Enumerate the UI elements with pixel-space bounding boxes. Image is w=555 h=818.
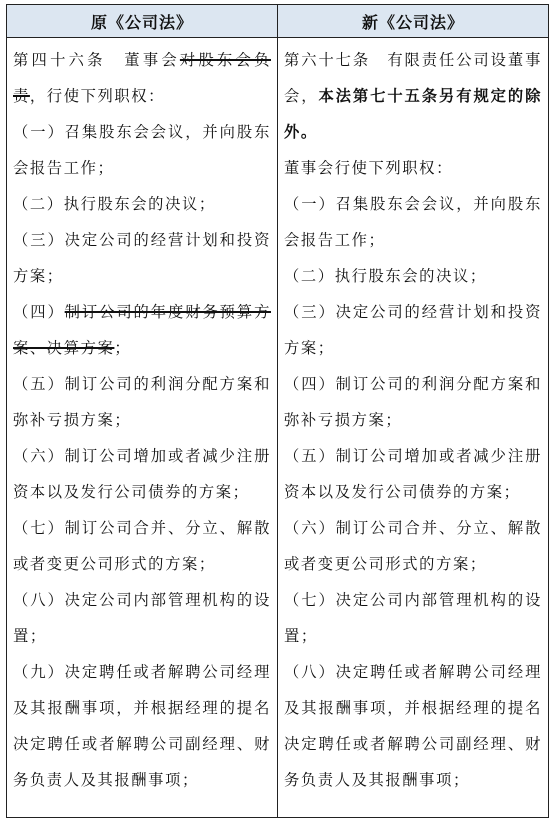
old-item-7: （七）制订公司合并、分立、解散或者变更公司形式的方案； <box>13 519 271 573</box>
table-header-row <box>7 5 548 38</box>
new-item-5: （五）制订公司增加或者减少注册资本以及发行公司债券的方案； <box>284 447 542 501</box>
old-article-46-deleted-text: 对股东会负责 <box>13 51 271 105</box>
comparison-table <box>6 4 549 818</box>
old-item-4 <box>13 294 271 366</box>
old-law-header: 原《公司法》 <box>7 5 278 37</box>
old-law-column <box>7 38 278 817</box>
old-article-46-prefix: 第四十六条 董事会 <box>13 51 180 69</box>
table-body-row <box>7 38 548 817</box>
old-item-9: （九）决定聘任或者解聘公司经理及其报酬事项，并根据经理的提名决定聘任或者解聘公司副经理、财务负责人及其报酬事项； <box>13 663 271 789</box>
new-item-1: （一）召集股东会会议，并向股东会报告工作； <box>284 195 542 249</box>
old-item-4-prefix: （四） <box>13 303 65 321</box>
old-item-2: （二）执行股东会的决议； <box>13 195 216 213</box>
new-law-header: 新《公司法》 <box>361 12 464 32</box>
old-item-6: （六）制订公司增加或者减少注册资本以及发行公司债券的方案； <box>13 447 271 501</box>
new-item-7: （七）决定公司内部管理机构的设置； <box>284 591 542 645</box>
old-item-8: （八）决定公司内部管理机构的设置； <box>13 591 271 645</box>
old-item-4-suffix: ； <box>114 339 132 357</box>
old-article-46 <box>13 42 271 114</box>
old-article-46-suffix: ，行使下列职权： <box>29 87 166 105</box>
new-article-67-prefix: 第六十七条 有限责任公司设董事会， <box>284 51 542 105</box>
new-article-67 <box>284 42 542 150</box>
new-article-67-added-text: 本法第七十五条另有规定的除外。 <box>284 87 542 141</box>
new-item-6: （六）制订公司合并、分立、解散或者变更公司形式的方案； <box>284 519 542 573</box>
new-item-2: （二）执行股东会的决议； <box>284 267 487 285</box>
new-law-column <box>278 38 548 817</box>
new-item-8: （八）决定聘任或者解聘公司经理及其报酬事项，并根据经理的提名决定聘任或者解聘公司副经理、财务负责人及其报酬事项； <box>284 663 542 789</box>
new-item-4: （四）制订公司的利润分配方案和弥补亏损方案； <box>284 375 542 429</box>
old-item-5: （五）制订公司的利润分配方案和弥补亏损方案； <box>13 375 271 429</box>
new-article-67-intro: 董事会行使下列职权： <box>284 159 453 177</box>
old-item-4-deleted-text: 制订公司的年度财务预算方案、决算方案 <box>13 303 271 357</box>
old-item-3: （三）决定公司的经营计划和投资方案； <box>13 231 271 285</box>
new-item-3: （三）决定公司的经营计划和投资方案； <box>284 303 542 357</box>
old-item-1: （一）召集股东会会议，并向股东会报告工作； <box>13 123 271 177</box>
